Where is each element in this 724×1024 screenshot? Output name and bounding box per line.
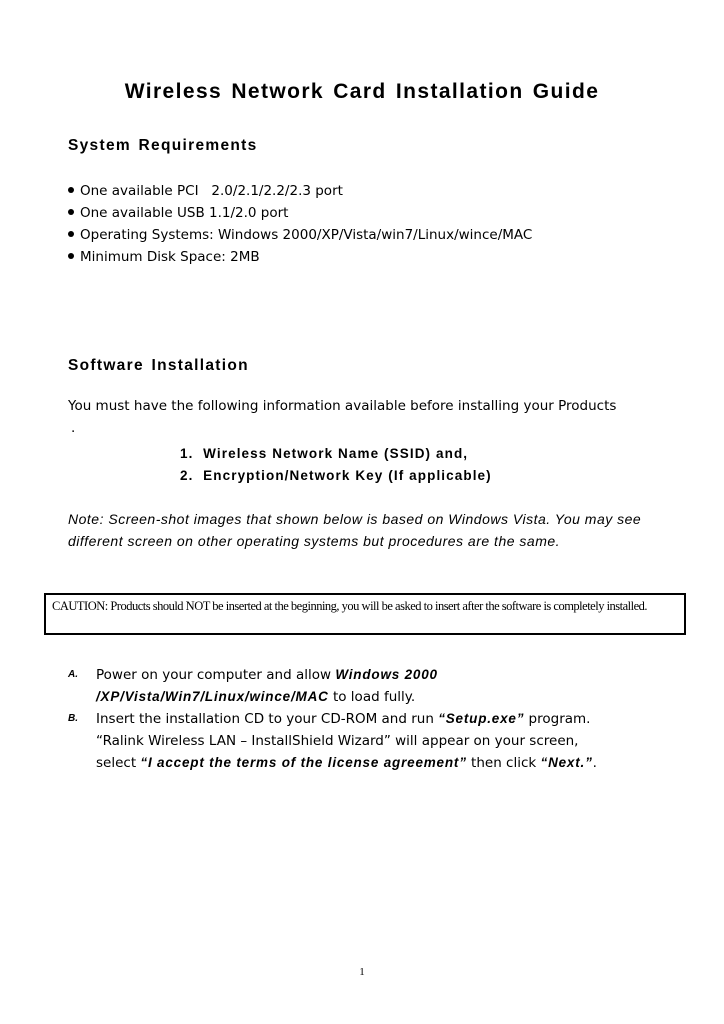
setup-exe-emphasis: “Setup.exe” <box>438 711 525 726</box>
requirement-text: Minimum Disk Space: 2MB <box>80 249 260 265</box>
requirement-text: Operating Systems: Windows 2000/XP/Vista/win7/Linux/wince/MAC <box>80 227 533 243</box>
required-info-item: 2. Encryption/Network Key (If applicable) <box>180 468 492 483</box>
note-text: Note: Screen-shot images that shown below is based on Windows Vista. You may see different screen on other operating systems but procedures are the same. <box>68 511 642 549</box>
requirement-item <box>68 180 532 202</box>
instruction-item-a <box>68 664 698 708</box>
instruction-text: select <box>96 755 141 771</box>
requirement-text: One available PCI 2.0/2.1/2.2/2.3 port <box>80 183 343 199</box>
instruction-text: to load fully. <box>328 689 416 705</box>
requirements-list <box>68 180 532 268</box>
instruction-text: . <box>592 755 597 771</box>
instruction-line: “Ralink Wireless LAN – InstallShield Wizard” will appear on your screen, <box>96 733 579 749</box>
instruction-label: B. <box>68 713 78 724</box>
instruction-text: Power on your computer and allow <box>96 667 336 683</box>
requirement-item <box>68 246 532 268</box>
instruction-list <box>68 664 698 774</box>
bullet-icon <box>68 209 74 215</box>
required-info-item: 1. Wireless Network Name (SSID) and, <box>180 446 469 461</box>
instruction-line <box>96 708 698 730</box>
system-requirements-heading: System Requirements <box>68 137 258 154</box>
intro-text: You must have the following information available before installing your Products <box>68 398 617 414</box>
required-info-list <box>180 443 492 487</box>
requirement-text: One available USB 1.1/2.0 port <box>80 205 289 221</box>
instruction-item-b <box>68 708 698 774</box>
stray-period: . <box>71 420 76 436</box>
requirement-item <box>68 224 532 246</box>
bullet-icon <box>68 253 74 259</box>
bullet-icon <box>68 187 74 193</box>
instruction-line <box>96 664 698 686</box>
instruction-text: then click <box>466 755 541 771</box>
os-name-emphasis: Windows 2000 <box>335 667 438 682</box>
page-number: 1 <box>359 966 365 978</box>
instruction-line <box>96 752 698 774</box>
instruction-label: A. <box>68 669 78 680</box>
os-list-emphasis: /XP/Vista/Win7/Linux/wince/MAC <box>96 689 329 704</box>
next-emphasis: “Next.” <box>540 755 593 770</box>
instruction-text: program. <box>524 711 591 727</box>
instruction-line <box>96 686 698 708</box>
license-agreement-emphasis: “I accept the terms of the license agreement” <box>140 755 467 770</box>
instruction-text: Insert the installation CD to your CD-ROM and run <box>96 711 439 727</box>
bullet-icon <box>68 231 74 237</box>
caution-box: CAUTION: Products should NOT be inserted at the beginning, you will be asked to insert after the software is completely installed. <box>44 593 686 635</box>
requirement-item <box>68 202 532 224</box>
software-installation-heading: Software Installation <box>68 357 249 374</box>
document-title: Wireless Network Card Installation Guide <box>124 80 600 103</box>
